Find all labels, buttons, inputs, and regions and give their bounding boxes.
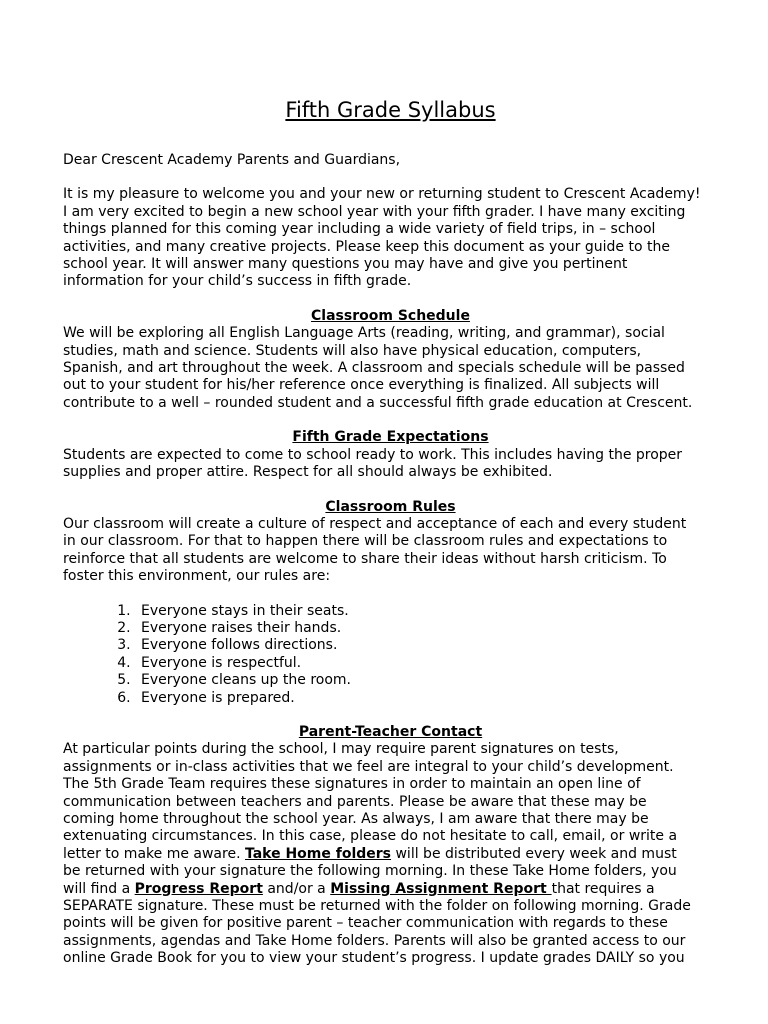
schedule-section [63, 308, 718, 412]
schedule-line: contribute to a well – rounded student and a successful fifth grade education at Crescent. [63, 394, 693, 411]
progress-report-term: Progress Report [134, 880, 263, 897]
contact-line [63, 881, 718, 898]
rules-heading: Classroom Rules [325, 498, 456, 515]
contact-text: will find a [63, 880, 135, 897]
expectations-line: supplies and proper attire. Respect for all should always be exhibited. [63, 464, 553, 481]
intro-line: things planned for this coming year including a wide variety of field trips, in – school [63, 221, 656, 238]
contact-line: be returned with your signature the following morning. In these Take Home folders, you [63, 863, 677, 880]
rule-item: 3. Everyone follows directions. [135, 637, 718, 654]
contact-line: SEPARATE signature. These must be returned with the folder on following morning. Grade [63, 898, 691, 915]
take-home-folders-term: Take Home folders [244, 845, 392, 862]
expectations-line: Students are expected to come to school ready to work. This includes having the proper [63, 446, 683, 463]
rule-item: 4. Everyone is respectful. [135, 655, 718, 672]
expectations-heading: Fifth Grade Expectations [292, 429, 489, 446]
schedule-line: out to your student for his/her reference once everything is finalized. All subjects will [63, 377, 660, 394]
rules-section [63, 499, 718, 707]
intro-paragraph [63, 186, 718, 290]
contact-text: will be distributed every week and must [391, 845, 677, 862]
contact-line: points will be given for positive parent – teacher communication with regards to these [63, 915, 668, 932]
intro-line: activities, and many creative projects. Please keep this document as your guide to the [63, 238, 670, 255]
intro-line: It is my pleasure to welcome you and your new or returning student to Crescent Academy! [63, 186, 701, 203]
contact-line: coming home throughout the school year. As always, I am aware that there may be [63, 811, 649, 827]
rule-item: 6. Everyone is prepared. [135, 690, 718, 707]
contact-text: letter to make me aware. [63, 845, 245, 862]
contact-line: assignments, agendas and Take Home folders. Parents will also be granted access to our [63, 932, 686, 949]
rule-item: 5. Everyone cleans up the room. [135, 672, 718, 689]
expectations-section [63, 429, 718, 481]
rule-item: 1. Everyone stays in their seats. [135, 603, 718, 620]
rule-item: 2. Everyone raises their hands. [135, 620, 718, 637]
greeting: Dear Crescent Academy Parents and Guardians, [63, 152, 401, 168]
contact-line: online Grade Book for you to view your student’s progress. I update grades DAILY so you [63, 950, 685, 967]
contact-line: At particular points during the school, I may require parent signatures on tests, [63, 741, 619, 758]
rules-line: Our classroom will create a culture of respect and acceptance of each and every student [63, 515, 687, 532]
rules-list [63, 603, 718, 707]
schedule-line: Spanish, and art throughout the week. A classroom and specials schedule will be passed [63, 360, 685, 377]
rules-line: foster this environment, our rules are: [63, 568, 331, 585]
contact-text: that requires a [551, 880, 655, 897]
contact-line [63, 846, 718, 863]
missing-assignment-report-term: Missing Assignment Report [330, 880, 552, 897]
intro-line: school year. It will answer many questions you may have and give you pertinent [63, 256, 628, 273]
contact-heading: Parent-Teacher Contact [298, 723, 483, 740]
page-title: Fifth Grade Syllabus [285, 98, 496, 122]
intro-line: information for your child’s success in fifth grade. [63, 273, 412, 290]
schedule-heading: Classroom Schedule [311, 307, 470, 324]
contact-line: assignments or in-class activities that we feel are integral to your child’s development. [63, 758, 674, 775]
rules-line: reinforce that all students are welcome to share their ideas without harsh criticism. To [63, 550, 667, 567]
contact-line: communication between teachers and parents. Please be aware that these may be [63, 793, 647, 810]
schedule-line: studies, math and science. Students will also have physical education, computers, [63, 342, 642, 359]
schedule-line: We will be exploring all English Language Arts (reading, writing, and grammar), social [63, 325, 665, 342]
contact-section [63, 724, 718, 968]
contact-line: extenuating circumstances. In this case, please do not hesitate to call, email, or write a [63, 828, 678, 845]
intro-line: I am very excited to begin a new school year with your fifth grader. I have many exciting [63, 203, 686, 220]
contact-line: The 5th Grade Team requires these signatures in order to maintain an open line of [63, 776, 641, 793]
rules-line: in our classroom. For that to happen there will be classroom rules and expectations to [63, 533, 668, 550]
contact-text: and/or a [262, 880, 331, 897]
